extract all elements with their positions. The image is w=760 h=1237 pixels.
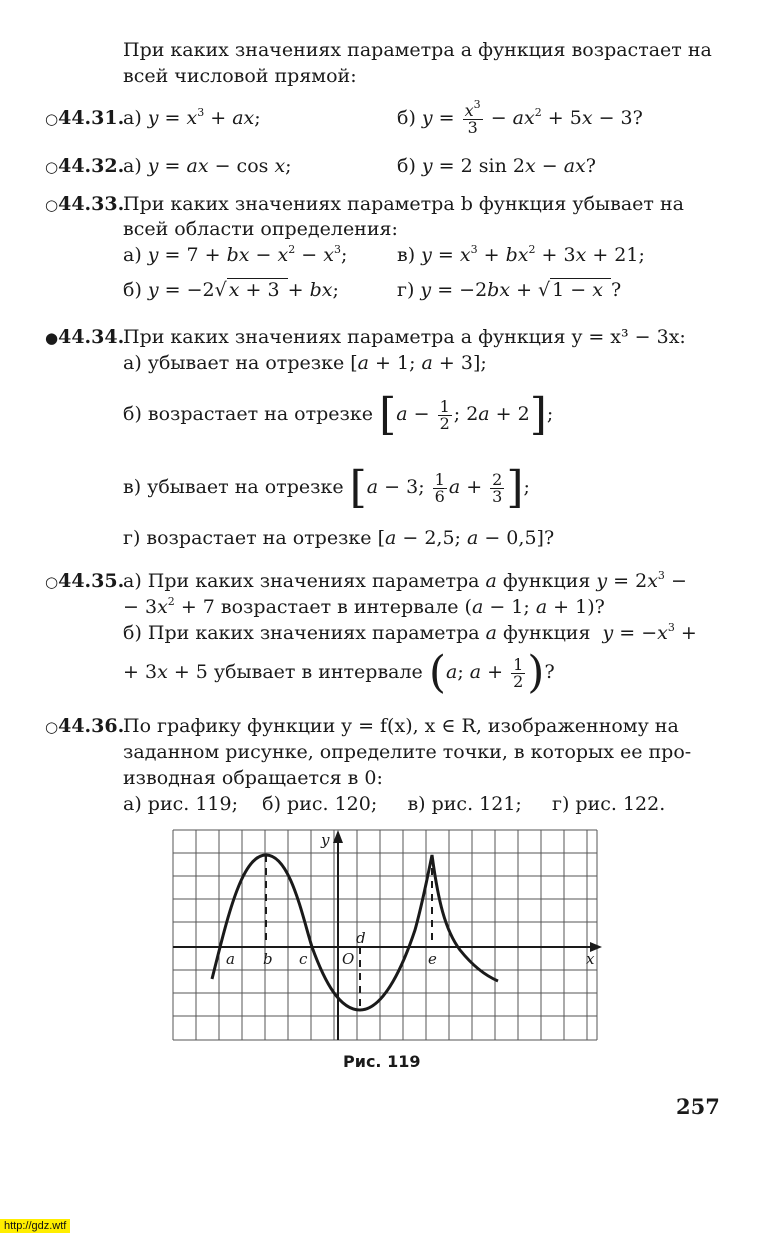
problem-44-35-b-1: б) При каких значениях параметра a функция $y = -x^3$ + xyxy=(123,621,697,644)
intro-line-2: всей числовой прямой: xyxy=(123,65,357,87)
problem-44-32-a: а) y = ax − cos x; xyxy=(123,155,292,177)
point-label-d: d xyxy=(356,929,366,947)
point-label-b: b xyxy=(263,950,273,968)
problem-number-44-31: ○44.31. xyxy=(45,107,125,129)
problem-44-34-v: в) убывает на отрезке [a − 3; $\frac{1}{6}$ a + $\frac{2}{3}$ ]; xyxy=(123,462,530,513)
figure-caption: Рис. 119 xyxy=(343,1052,421,1071)
problem-44-35-a-2: − $3x^2 + 7$ возрастает в интервале (a − 1; a + 1)? xyxy=(123,595,605,618)
problem-44-32-b: б) y = 2 sin 2x − ax? xyxy=(397,155,596,177)
problem-44-34-g: г) возрастает на отрезке [a − 2,5; a − 0,5]? xyxy=(123,527,555,549)
function-curve xyxy=(212,855,498,1010)
problem-44-31-b: б) y = $\frac{x^3}{3}$ − $ax^2 + 5x - 3$? xyxy=(397,97,643,137)
grid xyxy=(173,830,597,1040)
problem-44-33-b: б) y = −2√ x + 3 + bx; xyxy=(123,279,339,301)
problem-number-44-35: ○44.35. xyxy=(45,570,125,592)
problem-44-34-b: б) возрастает на отрезке [a − $\frac{1}{2}$ ; 2a + 2]; xyxy=(123,389,554,440)
problem-44-35-a-1: а) При каких значениях параметра a функция $y = 2x^3$ − xyxy=(123,569,687,592)
origin-label: O xyxy=(342,950,355,968)
point-label-c: c xyxy=(299,950,308,968)
problem-number-44-36: ○44.36. xyxy=(45,715,125,737)
page-number: 257 xyxy=(676,1094,720,1119)
problem-44-33-text-1: При каких значениях параметра b функция убывает на xyxy=(123,193,684,215)
problem-44-33-a: а) y = 7 + bx − $x^2 - x^3$; xyxy=(123,243,348,266)
problem-44-36-options: а) рис. 119; б) рис. 120; в) рис. 121; г) рис. 122. xyxy=(123,793,666,815)
problem-number-44-33: ○44.33. xyxy=(45,193,125,215)
point-label-e: e xyxy=(428,950,437,968)
problem-44-34-text: При каких значениях параметра a функция y = x³ − 3x: xyxy=(123,326,686,348)
function-graph-figure xyxy=(170,825,610,1045)
problem-44-35-b-2: + 3x + 5 убывает в интервале (a; a + $\frac{1}{2}$ )? xyxy=(123,647,555,698)
point-label-a: a xyxy=(226,950,235,968)
problem-44-31-a: а) $y = x^3$ + ax; xyxy=(123,106,261,129)
watermark-link[interactable]: http://gdz.wtf xyxy=(0,1219,70,1233)
intro-line-1: При каких значениях параметра a функция возрастает на xyxy=(123,39,712,61)
problem-44-36-line-2: заданном рисунке, определите точки, в которых ее про- xyxy=(123,741,692,763)
problem-44-36-line-3: изводная обращается в 0: xyxy=(123,767,383,789)
axis-label-x: x xyxy=(586,950,595,968)
problem-44-34-a: а) убывает на отрезке [a + 1; a + 3]; xyxy=(123,352,487,374)
problem-44-33-v: в) $y = x^3 + bx^2 + 3x + 21$; xyxy=(397,243,645,266)
problem-44-36-line-1: По графику функции y = f(x), x ∈ R, изображенному на xyxy=(123,715,679,737)
axis-label-y: y xyxy=(321,831,330,849)
problem-44-33-g: г) y = −2bx + √ 1 − x ? xyxy=(397,279,622,301)
problem-44-33-text-2: всей области определения: xyxy=(123,218,398,240)
problem-number-44-34: ●44.34. xyxy=(45,326,125,348)
problem-number-44-32: ○44.32. xyxy=(45,155,125,177)
